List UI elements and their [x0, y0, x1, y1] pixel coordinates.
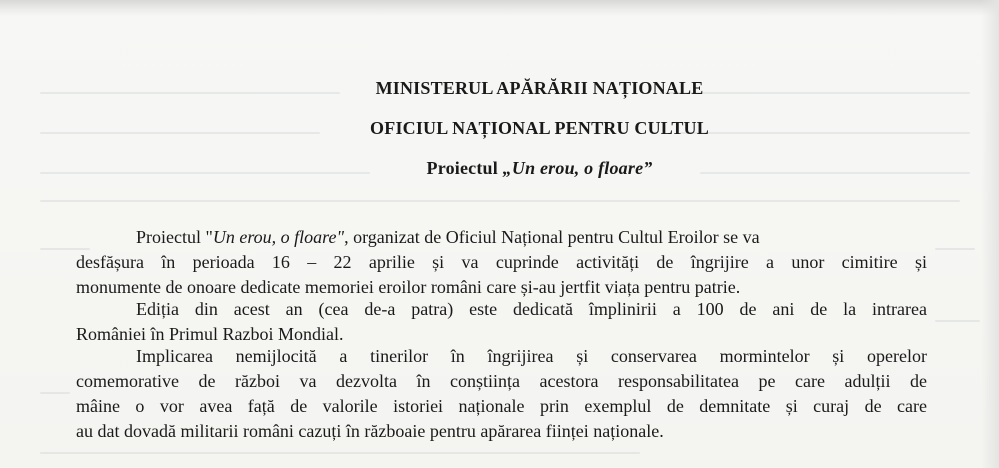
- ministry-heading: MINISTERUL APĂRĂRII NAȚIONALE: [375, 78, 704, 98]
- page-right-edge: [981, 0, 999, 468]
- page-top-edge: [0, 0, 999, 16]
- office-heading: OFICIUL NAȚIONAL PENTRU CULTUL: [370, 118, 709, 138]
- paragraph-3-line-3: mâine o vor avea față de valorile istoriei naționale prin exemplul de demnitate și curaj de care: [76, 396, 927, 416]
- paragraph-2-line-1: Ediția din acest an (cea de-a patra) este dedicată împlinirii a 100 de ani de la intrarea: [136, 299, 927, 319]
- project-title: „Un erou, o floare”: [502, 158, 653, 178]
- paragraph-2: [76, 297, 927, 347]
- project-prefix: Proiectul: [426, 158, 503, 178]
- paragraph-2-line-2: României în Primul Razboi Mondial.: [76, 324, 344, 344]
- project-heading: [40, 157, 999, 179]
- paragraph-3: [76, 344, 927, 444]
- paragraph-1-line-1: [76, 225, 927, 250]
- paragraph-1-line-1-start: Proiectul ": [136, 227, 213, 247]
- paragraph-3-line-1: Implicarea nemijlocită a tinerilor în îngrijirea și conservarea mormintelor și operelor: [136, 346, 927, 366]
- paragraph-3-line-4: au dat dovadă militarii români cazuți în războaie pentru apărarea ființei naționale.: [76, 421, 664, 441]
- paragraph-1-line-2: desfășura în perioada 16 – 22 aprilie și va cuprinde activități de îngrijire a unor cimitire și: [76, 252, 927, 272]
- paragraph-1-line-3: monumente de onoare dedicate memoriei eroilor români care și-au jertfit viața pentru patrie.: [76, 277, 741, 297]
- paragraph-1-line-1-end: , organizat de Oficiul Național pentru Cultul Eroilor se va: [344, 227, 760, 247]
- paragraph-3-line-2: comemorative de război va dezvolta în conștiința acestora responsabilitatea pe care adulții de: [76, 371, 927, 391]
- paragraph-1: [76, 225, 927, 300]
- paragraph-1-project-name: Un erou, o floare": [212, 227, 345, 247]
